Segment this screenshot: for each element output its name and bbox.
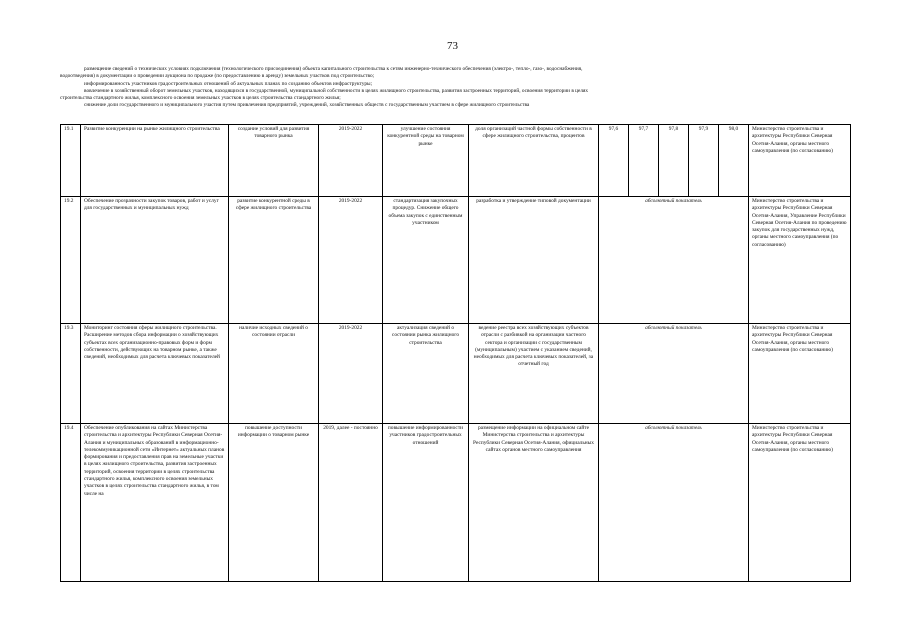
intro-line: водоотведения) в документации о проведении аукциона по продаже (по предоставлению в аренду) земельных участков под строительство; — [60, 73, 375, 80]
measure-responsible: Министерство строительства и архитектуры Республики Северная Осетия-Алания, органы местного самоуправления (по согласованию) — [749, 125, 851, 197]
measure-result: стандартизация закупочных процедур. Снижение общего объема закупок с единственным участником — [383, 197, 469, 324]
row-number: 19.3 — [61, 324, 81, 424]
measures-table — [60, 124, 851, 582]
table-row — [61, 424, 851, 582]
table-row — [61, 324, 851, 424]
measure-result: улучшение состояния конкурентной среды на товарном рынке — [383, 125, 469, 197]
absolute-indicator-note: абсолютный показатель — [599, 424, 749, 582]
indicator-value: 97,8 — [659, 125, 689, 197]
measure-name: Обеспечение опубликования на сайтах Министерства строительства и архитектуры Республики Северная Осетия-Алания и муниципальных образований в информационно-телекоммуникационной сети «Интернет» актуальных планов формирования и предоставления прав на земельные участки в целях жилищного строительства, развития застроенных территорий, освоения территории в целях строительства стандартного жилья, комплексного освоения земельных участков в целях строительства стандартного жилья, в том числе на — [81, 424, 229, 582]
intro-line: вовлечение в хозяйственный оборот земельных участков, находящихся в государственной, муниципальной собственности в целях жилищного строительства, развития застроенных территорий, освоения территории в целях — [84, 87, 589, 94]
measure-goal: создание условий для развития товарного рынка — [229, 125, 319, 197]
measure-indicator: ведение реестра всех хозяйствующих субъектов отрасли с разбивкой на организации частного сектора и организации с государственным (муниципальным) участием с указанием сведений, необходимых для расчета ключевых показателей, за отчетный год — [469, 324, 599, 424]
indicator-value: 98,0 — [719, 125, 749, 197]
measure-name: Развитие конкуренции на рынке жилищного строительства — [81, 125, 229, 197]
row-number: 19.2 — [61, 197, 81, 324]
measure-goal: наличие исходных сведений о состоянии отрасли — [229, 324, 319, 424]
absolute-indicator-note: абсолютный показатель — [599, 324, 749, 424]
measure-goal: развитие конкурентной среды в сфере жилищного строительства — [229, 197, 319, 324]
measure-responsible: Министерство строительства и архитектуры Республики Северная Осетия-Алания, Управление Республики Северная Осетия-Алания по проведению закупок для государственных нужд, органы местного самоуправления (по согласованию) — [749, 197, 851, 324]
measure-period: 2019-2022 — [319, 197, 383, 324]
row-number: 19.1 — [61, 125, 81, 197]
indicator-value: 97,6 — [599, 125, 629, 197]
row-number: 19.4 — [61, 424, 81, 582]
measure-result: актуализация сведений о состоянии рынка жилищного строительства — [383, 324, 469, 424]
measure-goal: повышение доступности информации о товарном рынке — [229, 424, 319, 582]
measure-period: 2019-2022 — [319, 125, 383, 197]
intro-text — [60, 66, 850, 110]
measure-indicator: доля организаций частной формы собственности в сфере жилищного строительства, процентов — [469, 125, 599, 197]
measure-period: 2019-2022 — [319, 324, 383, 424]
measure-result: повышение информированности участников градостроительных отношений — [383, 424, 469, 582]
intro-line: информированность участников градостроительных отношений об актуальных планах по созданию объектов инфраструктуры; — [84, 80, 373, 87]
page-number: 73 — [447, 40, 458, 52]
absolute-indicator-note: абсолютный показатель — [599, 197, 749, 324]
table-row — [61, 197, 851, 324]
measure-responsible: Министерство строительства и архитектуры Республики Северная Осетия-Алания, органы местного самоуправления (по согласованию) — [749, 424, 851, 582]
measure-responsible: Министерство строительства и архитектуры Республики Северная Осетия-Алания, органы местного самоуправления (по согласованию) — [749, 324, 851, 424]
measure-period: 2019, далее - постоянно — [319, 424, 383, 582]
indicator-value: 97,9 — [689, 125, 719, 197]
measure-name: Обеспечение прозрачности закупок товаров, работ и услуг для государственных и муниципальных нужд — [81, 197, 229, 324]
measure-name: Мониторинг состояния сферы жилищного строительства. Расширение методов сбора информации о хозяйствующих субъектах всех организационно-правовых форм и форм собственности, действующих на товарном рынке, а также сведений, необходимых для расчета ключевых показателей — [81, 324, 229, 424]
table-row — [61, 125, 851, 197]
measure-indicator: разработка и утверждение типовой документации — [469, 197, 599, 324]
indicator-value: 97,7 — [629, 125, 659, 197]
intro-line: снижение доли государственного и муниципального участия путем привлечения предприятий, учреждений, хозяйственных обществ с государственным участием в сфере жилищного строительства — [84, 102, 530, 109]
measure-indicator: размещение информации на официальном сайте Министерства строительства и архитектуры Республики Северная Осетия-Алания, официальных сайтах органов местного самоуправления — [469, 424, 599, 582]
intro-line: размещение сведений о технических условиях подключения (технологического присоединения) объекта капитального строительства к сетям инженерно-технического обеспечения (электро-, тепло-, газо-, водоснабжения, — [84, 66, 583, 72]
intro-line: строительства стандартного жилья, комплексного освоения земельных участков в целях строительства стандартного жилья; — [60, 95, 341, 102]
